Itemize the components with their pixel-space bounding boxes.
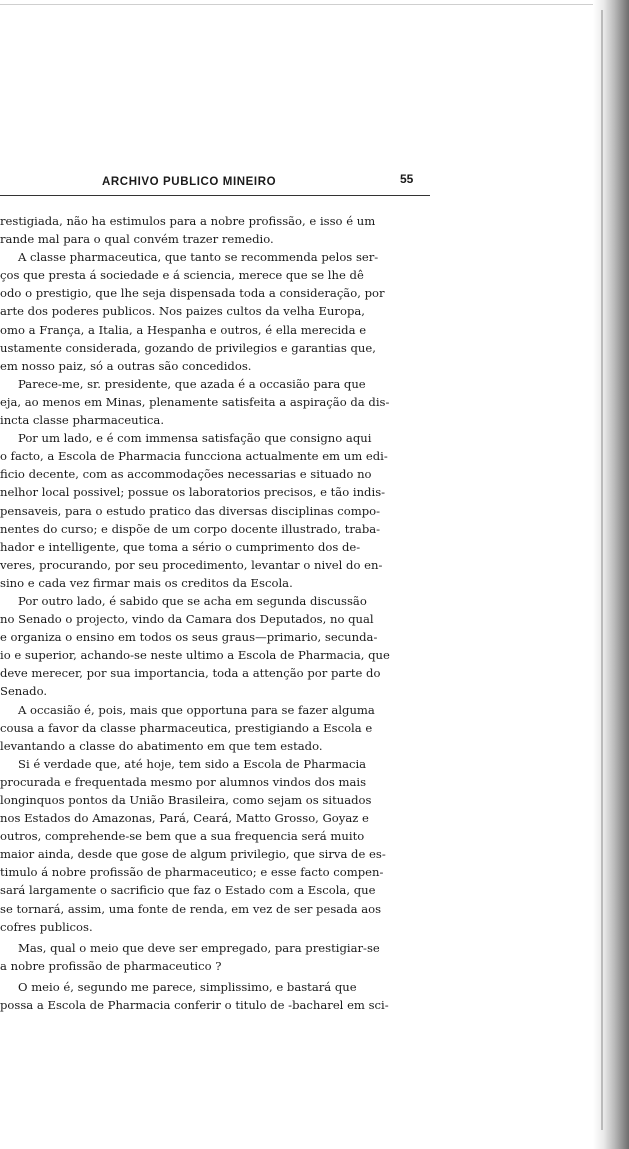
text-line: ços que presta á sociedade e á sciencia, merece que se lhe dê <box>0 268 364 283</box>
text-line: Senado. <box>0 684 48 699</box>
text-line: cousa a favor da classe pharmaceutica, prestigiando a Escola e <box>0 720 373 735</box>
text-line: no Senado o projecto, vindo da Camara dos Deputados, no qual <box>0 612 374 627</box>
text-line: sino e cada vez firmar mais os creditos da Escola. <box>0 575 293 590</box>
body-text <box>0 212 440 1014</box>
text-line: restigiada, não ha estimulos para a nobre profissão, e isso é um <box>0 214 376 228</box>
text-line: o facto, a Escola de Pharmacia funcciona actualmente em um edi- <box>0 449 388 464</box>
text-line: arte dos poderes publicos. Nos paizes cultos da velha Europa, <box>0 304 365 319</box>
header-title: ARCHIVO PUBLICO MINEIRO <box>102 176 277 188</box>
text-line: incta classe pharmaceutica. <box>0 413 165 428</box>
text-line: Por um lado, e é com immensa satisfação que consigno aqui <box>18 431 372 446</box>
text-line: deve merecer, por sua importancia, toda a attenção por parte do <box>0 666 381 681</box>
text-line: cofres publicos. <box>0 919 93 934</box>
text-line: Si é verdade que, até hoje, tem sido a Escola de Pharmacia <box>18 756 367 771</box>
text-line: longinquos pontos da União Brasileira, como sejam os situados <box>0 793 372 807</box>
page-binding-edge <box>593 0 629 1149</box>
text-line: eja, ao menos em Minas, plenamente satisfeita a aspiração da dis- <box>0 394 390 409</box>
text-line: procurada e frequentada mesmo por alumnos vindos dos mais <box>0 774 367 789</box>
text-line: A classe pharmaceutica, que tanto se recommenda pelos ser- <box>18 250 379 265</box>
text-line: odo o prestigio, que lhe seja dispensada toda a consideração, por <box>0 286 385 301</box>
text-line: nelhor local possivel; possue os laboratorios precisos, e tão indis- <box>0 485 386 500</box>
text-line: Mas, qual o meio que deve ser empregado, para prestigiar-se <box>18 940 380 955</box>
page-number: 55 <box>400 172 414 186</box>
text-line: timulo á nobre profissão de pharmaceutico; e esse facto compen- <box>0 865 384 880</box>
text-line: Parece-me, sr. presidente, que azada é a occasião para que <box>18 376 366 391</box>
header-rule <box>0 195 430 196</box>
top-edge-rule <box>0 4 600 5</box>
text-line: possa a Escola de Pharmacia conferir o titulo de -bacharel em sci- <box>0 998 389 1013</box>
text-line: levantando a classe do abatimento em que tem estado. <box>0 738 323 753</box>
text-line: nos Estados do Amazonas, Pará, Ceará, Matto Grosso, Goyaz e <box>0 811 369 826</box>
text-line: Por outro lado, é sabido que se acha em segunda discussão <box>18 593 367 608</box>
text-line: sará largamente o sacrificio que faz o Estado com a Escola, que <box>0 883 376 898</box>
text-line: nentes do curso; e dispõe de um corpo docente illustrado, traba- <box>0 521 381 536</box>
text-line: e organiza o ensino em todos os seus graus—primario, secunda- <box>0 630 378 645</box>
text-line: outros, comprehende-se bem que a sua frequencia será muito <box>0 829 365 844</box>
text-line: io e superior, achando-se neste ultimo a Escola de Pharmacia, que <box>0 648 390 663</box>
text-line: ficio decente, com as accommodações necessarias e situado no <box>0 467 372 482</box>
text-line: ustamente considerada, gozando de privilegios e garantias que, <box>0 340 376 355</box>
text-line: rande mal para o qual convém trazer remedio. <box>0 232 274 247</box>
text-line: hador e intelligente, que toma a sério o cumprimento dos de- <box>0 539 361 554</box>
running-header <box>0 172 430 196</box>
text-line: em nosso paiz, só a outras são concedidos. <box>0 358 252 373</box>
text-line: veres, procurando, por seu procedimento, levantar o nivel do en- <box>0 557 383 572</box>
text-line: omo a França, a Italia, a Hespanha e outros, é ella merecida e <box>0 322 367 337</box>
binding-shadow-line <box>601 10 603 1130</box>
text-line: a nobre profissão de pharmaceutico ? <box>0 958 222 973</box>
text-line: se tornará, assim, uma fonte de renda, em vez de ser pesada aos <box>0 901 382 916</box>
text-line: pensaveis, para o estudo pratico das diversas disciplinas compo- <box>0 503 381 518</box>
text-line: A occasião é, pois, mais que opportuna para se fazer alguma <box>18 702 375 717</box>
text-line: maior ainda, desde que gose de algum privilegio, que sirva de es- <box>0 847 386 862</box>
text-line: O meio é, segundo me parece, simplissimo, e bastará que <box>18 979 357 994</box>
